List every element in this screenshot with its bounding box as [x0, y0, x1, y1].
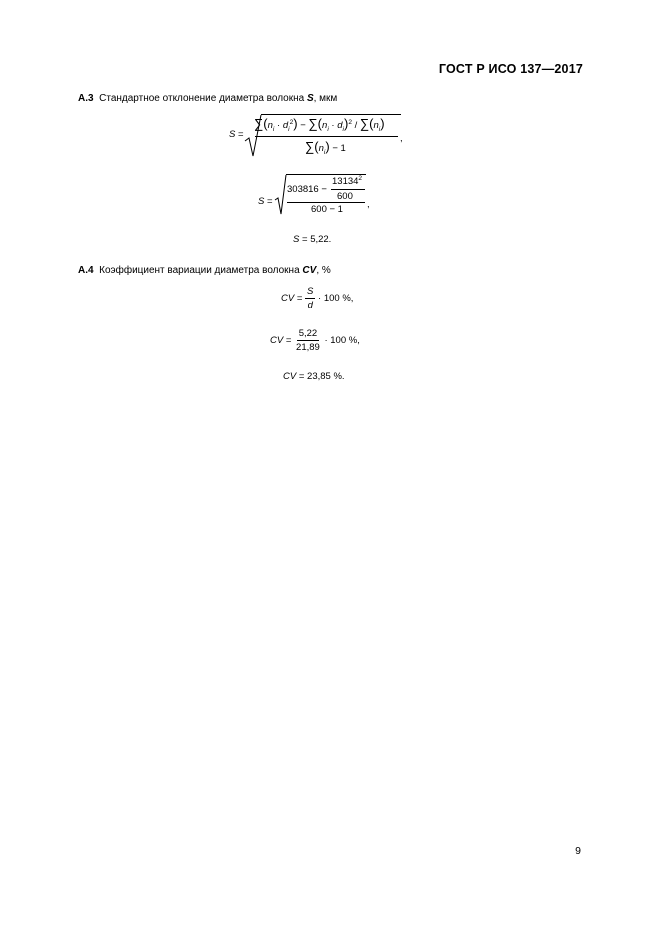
section-a3-title: Стандартное отклонение диаметра волокна	[99, 93, 305, 104]
section-a3-unit: , мкм	[313, 93, 338, 104]
formula-a3-numeric-inner-bar	[331, 189, 365, 190]
section-a3-number: А.3	[78, 93, 94, 104]
formula-a3-general-radical-bar	[261, 114, 401, 115]
formula-a3-numeric-c: 600	[337, 191, 353, 202]
formula-a3-numeric-a: 303816 −	[287, 184, 327, 195]
section-a3-symbol: S	[306, 93, 314, 104]
formula-a4-numeric: CV = $\frac{5,22}{21,89}$ · 100 %,	[270, 328, 360, 353]
formula-a4-general: CV = $\frac{S}{d}$ · 100 %,	[281, 286, 354, 311]
formula-a3-general-lhs: S =	[229, 129, 244, 140]
formula-a3-numeric-fraction-bar	[287, 202, 365, 203]
formula-a3-general-denominator: $\sum(n_i) - 1$	[305, 139, 346, 156]
formula-a3-numeric-comma: ,	[367, 199, 370, 210]
formula-a3-general-numerator: $\sum(n_i \cdot d_i^2) - \sum(n_i \cdot d_i)^2 / \sum(n_i)$	[254, 116, 385, 133]
formula-a3-numeric-radical	[274, 174, 287, 216]
section-a4-number: А.4	[78, 265, 94, 276]
formula-a4-result: CV = 23,85 %.	[283, 371, 345, 382]
document-header: ГОСТ Р ИСО 137—2017	[438, 62, 583, 76]
formula-a3-numeric-denominator: 600 − 1	[311, 204, 343, 215]
section-a4-title: Коэффициент вариации диаметра волокна	[99, 265, 300, 276]
section-a3-heading	[78, 93, 337, 104]
formula-a3-numeric-b: 13134$^2$	[332, 175, 363, 187]
section-a4-unit: , %	[316, 265, 331, 276]
formula-a3-result: S = 5,22.	[293, 234, 332, 245]
formula-a3-numeric-lhs: S =	[258, 196, 273, 207]
page-number: 9	[575, 845, 581, 857]
formula-a3-general-comma: ,	[400, 133, 403, 144]
formula-a3-general-fraction-bar	[255, 136, 398, 137]
section-a4-symbol: CV	[302, 265, 317, 276]
formula-a3-numeric-radical-bar	[286, 174, 366, 175]
section-a4-heading	[78, 265, 331, 276]
